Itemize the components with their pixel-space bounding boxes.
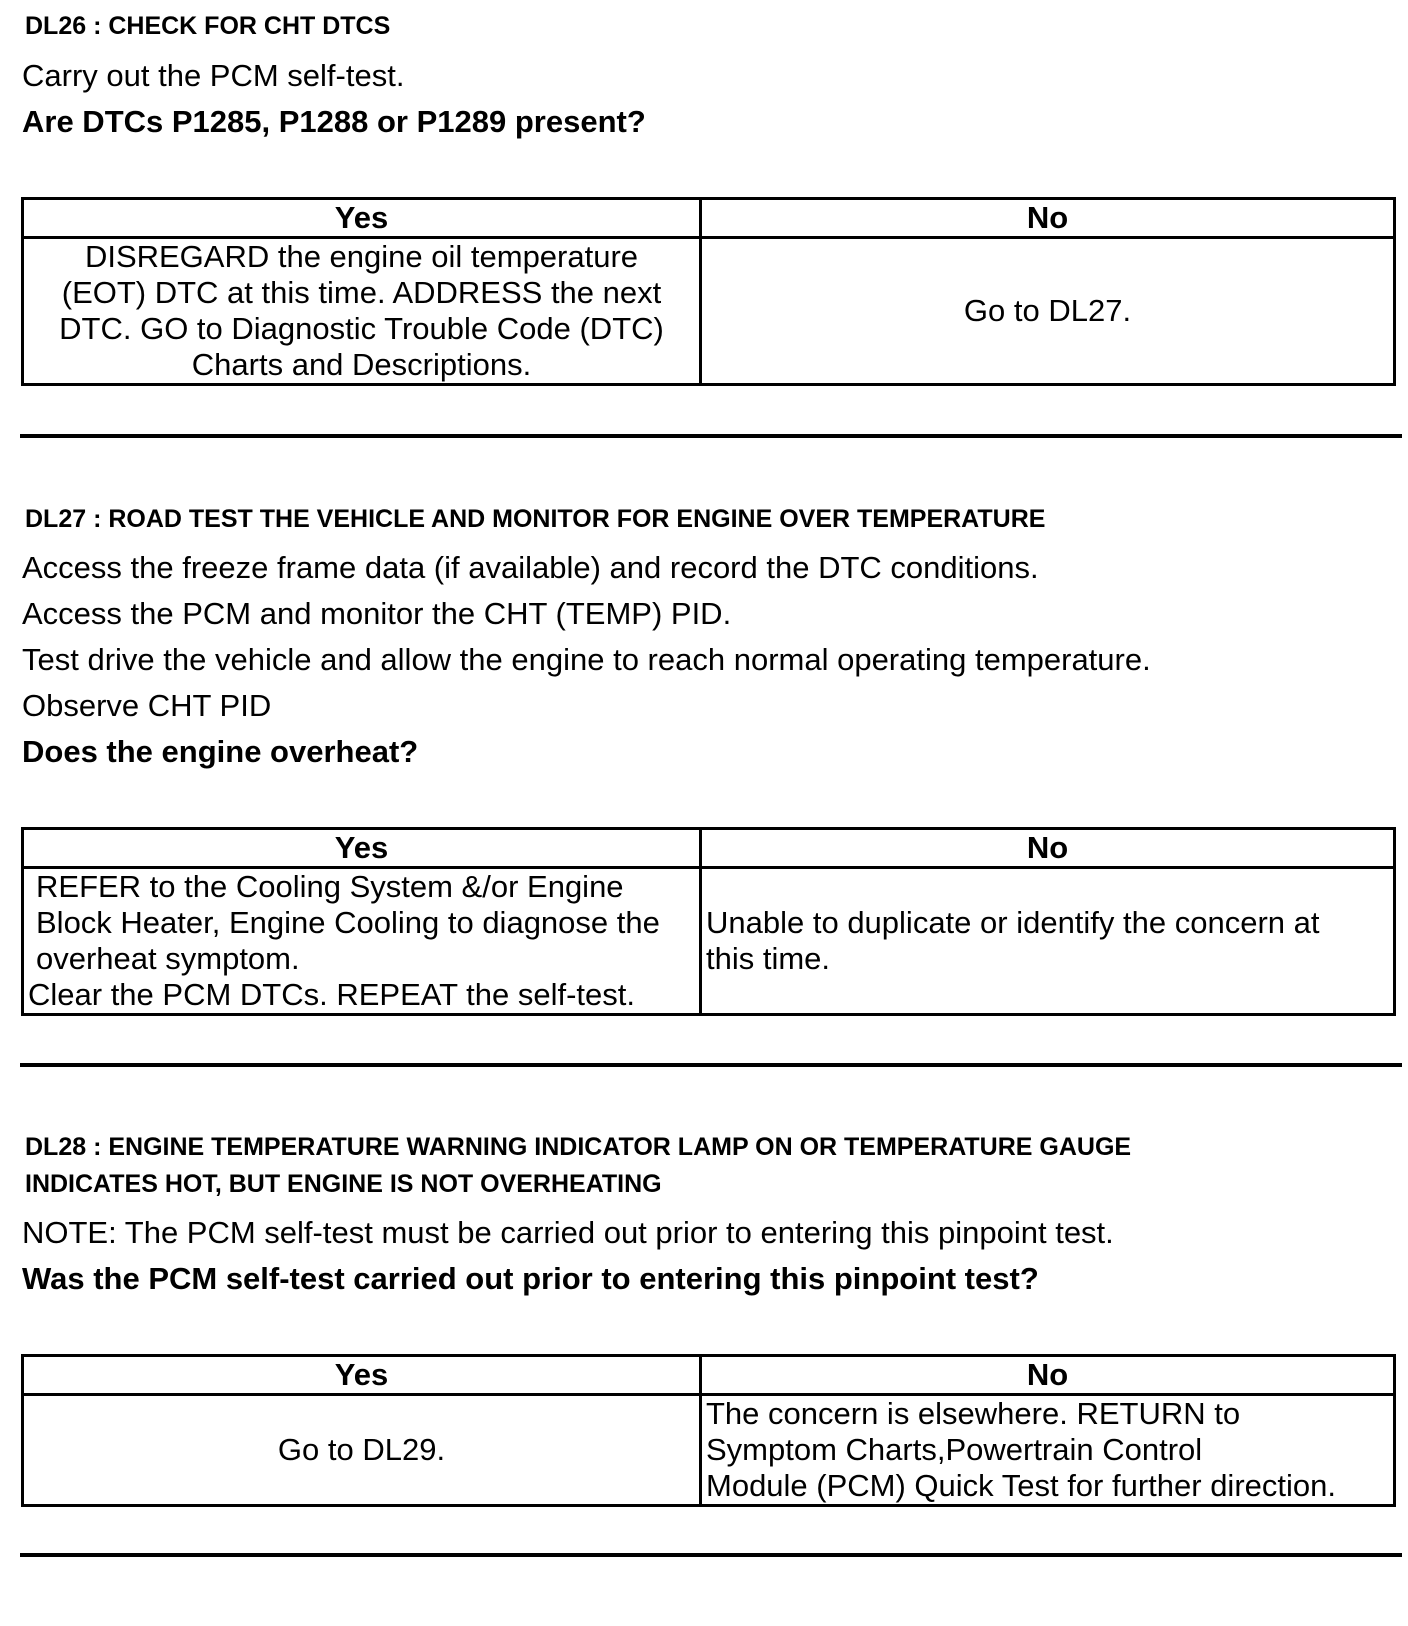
- dl27-no-cell: [701, 868, 1395, 1015]
- dl26-yes-cell: [23, 238, 701, 385]
- dl28-note: NOTE: The PCM self-test must be carried out prior to entering this pinpoint test.: [22, 1215, 1114, 1250]
- dl28-yes-line: Go to DL29.: [277, 1432, 446, 1467]
- dl28-no-line: The concern is elsewhere. RETURN to: [706, 1396, 1241, 1431]
- dl28-no-cell: [701, 1395, 1395, 1506]
- dl27-no-line: this time.: [706, 941, 831, 976]
- dl27-step-2: Access the PCM and monitor the CHT (TEMP) PID.: [22, 596, 732, 631]
- dl27-no-header: No: [701, 829, 1395, 868]
- dl28-yes-cell: [23, 1395, 701, 1506]
- dl28-heading-line-2: INDICATES HOT, BUT ENGINE IS NOT OVERHEATING: [25, 1170, 662, 1198]
- dl26-yes-no-table: [21, 197, 1396, 386]
- dl28-no-header: No: [701, 1356, 1395, 1395]
- dl26-question: Are DTCs P1285, P1288 or P1289 present?: [22, 104, 646, 139]
- section-divider: [20, 434, 1402, 438]
- dl28-question: Was the PCM self-test carried out prior to entering this pinpoint test?: [22, 1261, 1039, 1296]
- dl28-no-line: Symptom Charts,Powertrain Control: [706, 1432, 1203, 1467]
- dl27-yes-line: Clear the PCM DTCs. REPEAT the self-test.: [28, 977, 635, 1012]
- dl28-no-line: Module (PCM) Quick Test for further direction.: [706, 1468, 1336, 1503]
- dl26-step-1: Carry out the PCM self-test.: [22, 58, 405, 93]
- dl26-yes-line: DISREGARD the engine oil temperature: [84, 239, 639, 274]
- dl26-yes-line: Charts and Descriptions.: [191, 347, 532, 382]
- dl27-yes-header: Yes: [23, 829, 701, 868]
- dl26-no-line: Go to DL27.: [963, 293, 1132, 328]
- dl28-yes-no-table: [21, 1354, 1396, 1507]
- dl27-yes-line: REFER to the Cooling System &/or Engine: [36, 869, 624, 904]
- dl28-yes-header: Yes: [23, 1356, 701, 1395]
- dl27-step-3: Test drive the vehicle and allow the engine to reach normal operating temperature.: [22, 642, 1151, 677]
- dl26-no-header: No: [701, 199, 1395, 238]
- section-divider: [20, 1553, 1402, 1557]
- dl26-yes-line: DTC. GO to Diagnostic Trouble Code (DTC): [59, 311, 664, 346]
- dl26-yes-header: Yes: [23, 199, 701, 238]
- dl27-question: Does the engine overheat?: [22, 734, 419, 769]
- dl27-step-1: Access the freeze frame data (if available) and record the DTC conditions.: [22, 550, 1039, 585]
- dl26-no-cell: [701, 238, 1395, 385]
- dl27-heading: DL27 : ROAD TEST THE VEHICLE AND MONITOR FOR ENGINE OVER TEMPERATURE: [25, 505, 1046, 533]
- dl26-yes-line: (EOT) DTC at this time. ADDRESS the next: [61, 275, 662, 310]
- dl27-step-4: Observe CHT PID: [22, 688, 272, 723]
- dl27-no-line: Unable to duplicate or identify the concern at: [706, 905, 1320, 940]
- section-divider: [20, 1063, 1402, 1067]
- dl27-yes-line: overheat symptom.: [36, 941, 300, 976]
- dl27-yes-no-table: [21, 827, 1396, 1016]
- dl27-yes-cell: [23, 868, 701, 1015]
- dl26-heading: DL26 : CHECK FOR CHT DTCS: [25, 12, 391, 40]
- dl27-yes-line: Block Heater, Engine Cooling to diagnose the: [36, 905, 660, 940]
- dl28-heading-line-1: DL28 : ENGINE TEMPERATURE WARNING INDICATOR LAMP ON OR TEMPERATURE GAUGE: [25, 1133, 1132, 1161]
